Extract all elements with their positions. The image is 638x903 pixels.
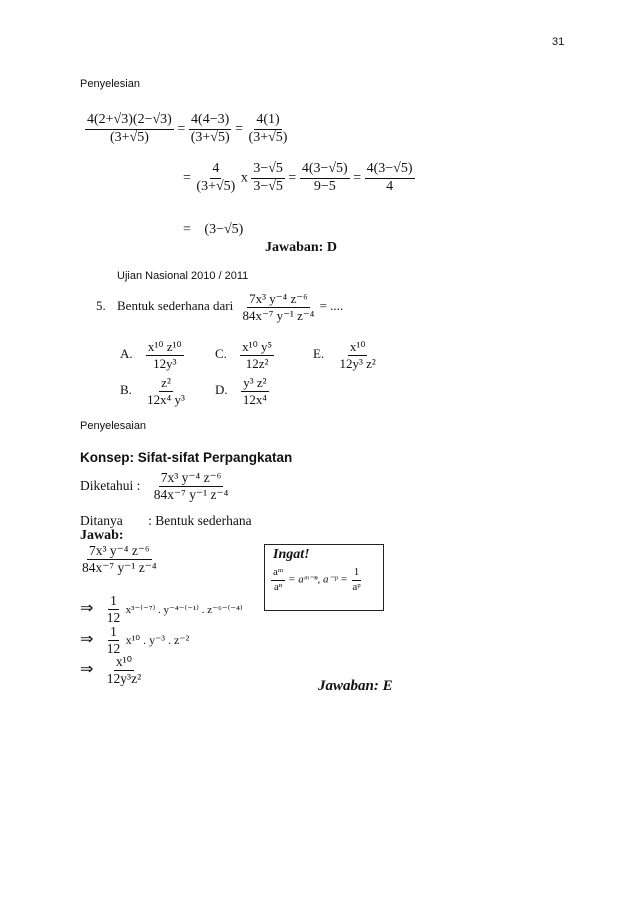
jawab-expression: $\frac{\text{7x³ y⁻⁴ z⁻⁶}}{\text{84x⁻⁷ y⁻¹ z⁻⁴}}$	[82, 543, 157, 576]
ingat-formula: $\frac{\text{aᵐ}}{\text{aⁿ}}$ = aᵐ⁻ⁿ, a⁻ᵖ = $\frac{1}{\text{aᵖ}}$	[273, 566, 361, 593]
section-heading-penyelesian: Penyelesian	[80, 78, 140, 90]
fraction-mid: $\frac{4(4-3)}{(3+√5)}$	[190, 112, 230, 145]
step-3: ⇒ $\frac{\text{x¹⁰}}{\text{12y³z²}}$	[80, 654, 142, 687]
page-number: 31	[552, 36, 565, 48]
fraction-rhs: $\frac{4(1)}{(3+√5)}$	[248, 112, 288, 145]
exam-label: Ujian Nasional 2010 / 2011	[117, 270, 249, 282]
ditanya-row: Ditanya : Bentuk sederhana	[80, 513, 252, 528]
option-b: B. $\frac{\text{z²}}{\text{12x⁴ y³}}$	[120, 375, 185, 407]
section-heading-penyelesaian: Penyelesaian	[80, 420, 147, 432]
question-5: 5. Bentuk sederhana dari $\frac{\text{7x³ y⁻⁴ z⁻⁶}}{\text{84x⁻⁷ y⁻¹ z⁻⁴}}$ = ....	[96, 291, 344, 323]
ingat-title: Ingat!	[273, 547, 310, 562]
answer-label-d: Jawaban: D	[265, 240, 337, 255]
question-expression: $\frac{\text{7x³ y⁻⁴ z⁻⁶}}{\text{84x⁻⁷ y⁻¹ z⁻⁴}}$	[242, 291, 315, 323]
option-e: E. $\frac{\text{x¹⁰}}{\text{12y³ z²}}$	[313, 339, 376, 371]
answer-label-e: Jawaban: E	[318, 678, 393, 694]
fraction-lhs: $\frac{4(2+√3)(2-√3)}{(3+√5)}$	[87, 112, 172, 145]
jawab-label: Jawab:	[80, 528, 124, 543]
option-c: C. $\frac{\text{x¹⁰ y⁵}}{\text{12z²}}$	[215, 339, 273, 371]
konsep-title: Konsep: Sifat-sifat Perpangkatan	[80, 450, 293, 465]
option-d: D. $\frac{\text{y³ z²}}{\text{12x⁴}}$	[215, 375, 267, 407]
solution-line-2: = $\frac{4}{(3+√5)}$ x $\frac{3-√5}{3-√5}$ = $\frac{4(3-√5)}{9-5}$ = $\frac{4(3-√5)}{4}$	[183, 161, 413, 194]
solution-line-1: $\frac{4(2+√3)(2-√3)}{(3+√5)}$ = $\frac{4(4-3)}{(3+√5)}$ = $\frac{4(1)}{(3+√5)}$	[87, 112, 288, 145]
step-2: ⇒ $\frac{1}{12}$ x¹⁰ . y⁻³ . z⁻²	[80, 624, 190, 657]
step-1: ⇒ $\frac{1}{12}$ x³⁻⁽⁻⁷⁾ . y⁻⁴⁻⁽⁻¹⁾ . z⁻⁶⁻⁽⁻⁴⁾	[80, 593, 243, 626]
diketahui-row: Diketahui : $\frac{\text{7x³ y⁻⁴ z⁻⁶}}{\text{84x⁻⁷ y⁻¹ z⁻⁴}}$	[80, 470, 229, 503]
ingat-box	[264, 544, 384, 611]
solution-line-3: = (3−√5)	[183, 222, 244, 237]
option-a: A. $\frac{\text{x¹⁰ z¹⁰}}{\text{12y³}}$	[120, 339, 182, 371]
